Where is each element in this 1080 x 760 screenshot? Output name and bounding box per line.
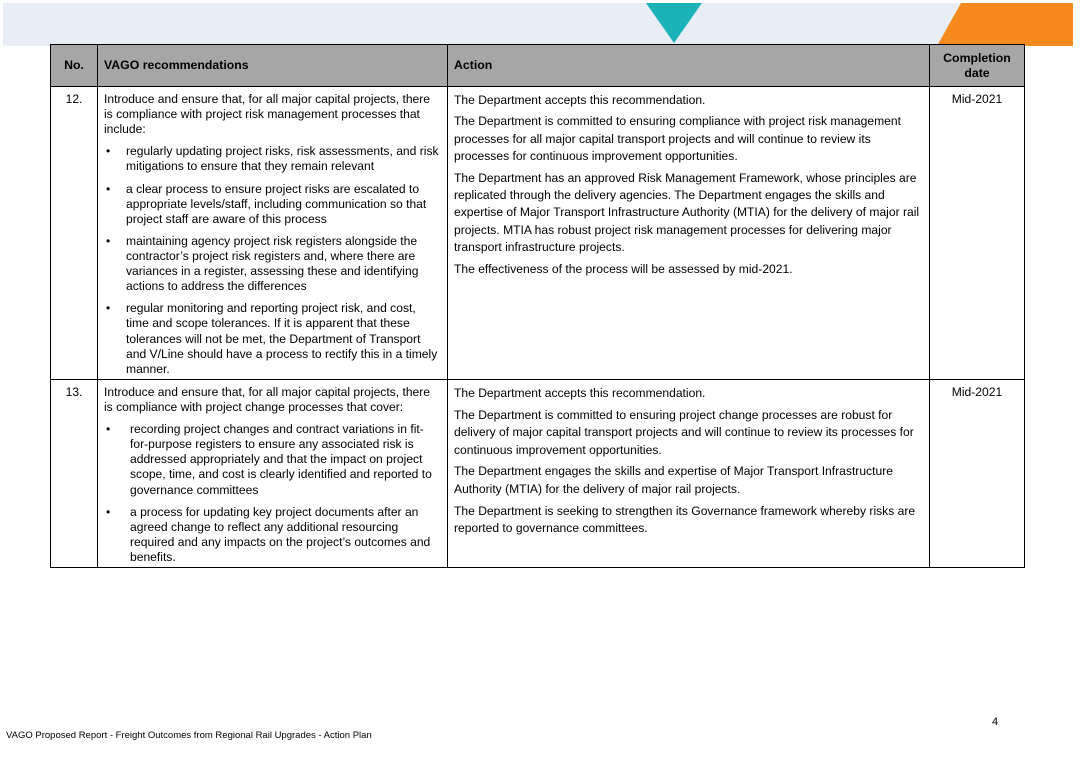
action-paragraph: The Department accepts this recommendation. xyxy=(454,385,706,400)
action-paragraph: The Department is seeking to strengthen its Governance framework whereby risks are reported to governance committees. xyxy=(454,503,916,536)
action-plan-table xyxy=(50,44,1025,568)
action-paragraph: The Department engages the skills and expertise of Major Transport Infrastructure Authority (MTIA) for the delivery of major rail projects. xyxy=(454,464,893,497)
orange-corner-decoration xyxy=(937,3,1073,46)
bullet-item: • recording project changes and contract variations in fit-for-purpose registers to ensure any associated risk is addressed appropriately and that the impact on project scope, time, and cost is clearly identified and reported to governance committees xyxy=(104,422,441,498)
action-cell xyxy=(448,87,930,380)
recommendation-intro: Introduce and ensure that, for all major capital projects, there is compliance with project change processes that cover: xyxy=(104,384,431,414)
bullet-item: • a process for updating key project documents after an agreed change to reflect any additional resourcing required and any impacts on the project’s outcomes and benefits. xyxy=(104,505,441,565)
header-recommendations: VAGO recommendations xyxy=(98,45,448,87)
action-paragraph: The Department has an approved Risk Management Framework, whose principles are replicated through the delivery agencies. The Department engages the skills and expertise of Major Transport Infrastructure Authority (MTIA) for the delivery of major rail projects. MTIA has robust project risk management processes for delivering major transport infrastructure projects. xyxy=(454,170,920,255)
bullet-item: • regular monitoring and reporting project risk, and cost, time and scope tolerances. If it is apparent that these tolerances will not be met, the Department of Transport and V/Line should have a process to rectify this in a timely manner. xyxy=(104,301,441,377)
completion-date: Mid-2021 xyxy=(930,379,1025,567)
row-number: 12. xyxy=(51,87,98,380)
bullet-item: • regularly updating project risks, risk assessments, and risk mitigations to ensure that they remain relevant xyxy=(104,144,441,174)
table-row xyxy=(51,87,1025,380)
action-paragraph: The Department is committed to ensuring project change processes are robust for delivery of major capital transport projects and will continue to review its processes for continuous improvement opportunities. xyxy=(454,407,914,457)
completion-date: Mid-2021 xyxy=(930,87,1025,380)
table-row xyxy=(51,379,1025,567)
recommendation-cell xyxy=(98,379,448,567)
action-paragraph: The Department is committed to ensuring compliance with project risk management processes for all major capital transport projects and will continue to review its processes for continuous improvement opportunities. xyxy=(454,114,901,164)
table-header-row xyxy=(51,45,1025,87)
footer-text: VAGO Proposed Report - Freight Outcomes from Regional Rail Upgrades - Action Plan xyxy=(6,730,372,741)
row-number: 13. xyxy=(51,379,98,567)
header-band xyxy=(3,3,1073,46)
header-completion-date: Completion date xyxy=(930,45,1025,87)
recommendation-cell xyxy=(98,87,448,380)
action-paragraph: The Department accepts this recommendation. xyxy=(454,93,706,107)
header-no: No. xyxy=(51,45,98,87)
recommendation-bullets xyxy=(104,144,441,377)
action-paragraph: The effectiveness of the process will be assessed by mid-2021. xyxy=(454,261,793,276)
header-action: Action xyxy=(448,45,930,87)
recommendation-bullets xyxy=(104,422,441,565)
page-number: 4 xyxy=(992,716,999,728)
action-cell xyxy=(448,379,930,567)
bullet-item: • maintaining agency project risk registers alongside the contractor’s project risk registers and, where there are variances in a register, assessing these and identifying actions to address the differences xyxy=(104,234,441,294)
teal-triangle-decoration xyxy=(646,3,702,43)
bullet-item: • a clear process to ensure project risks are escalated to appropriate levels/staff, including communication so that project staff are aware of this process xyxy=(104,182,441,227)
recommendation-intro: Introduce and ensure that, for all major capital projects, there is compliance with project risk management processes that include: xyxy=(104,92,431,137)
